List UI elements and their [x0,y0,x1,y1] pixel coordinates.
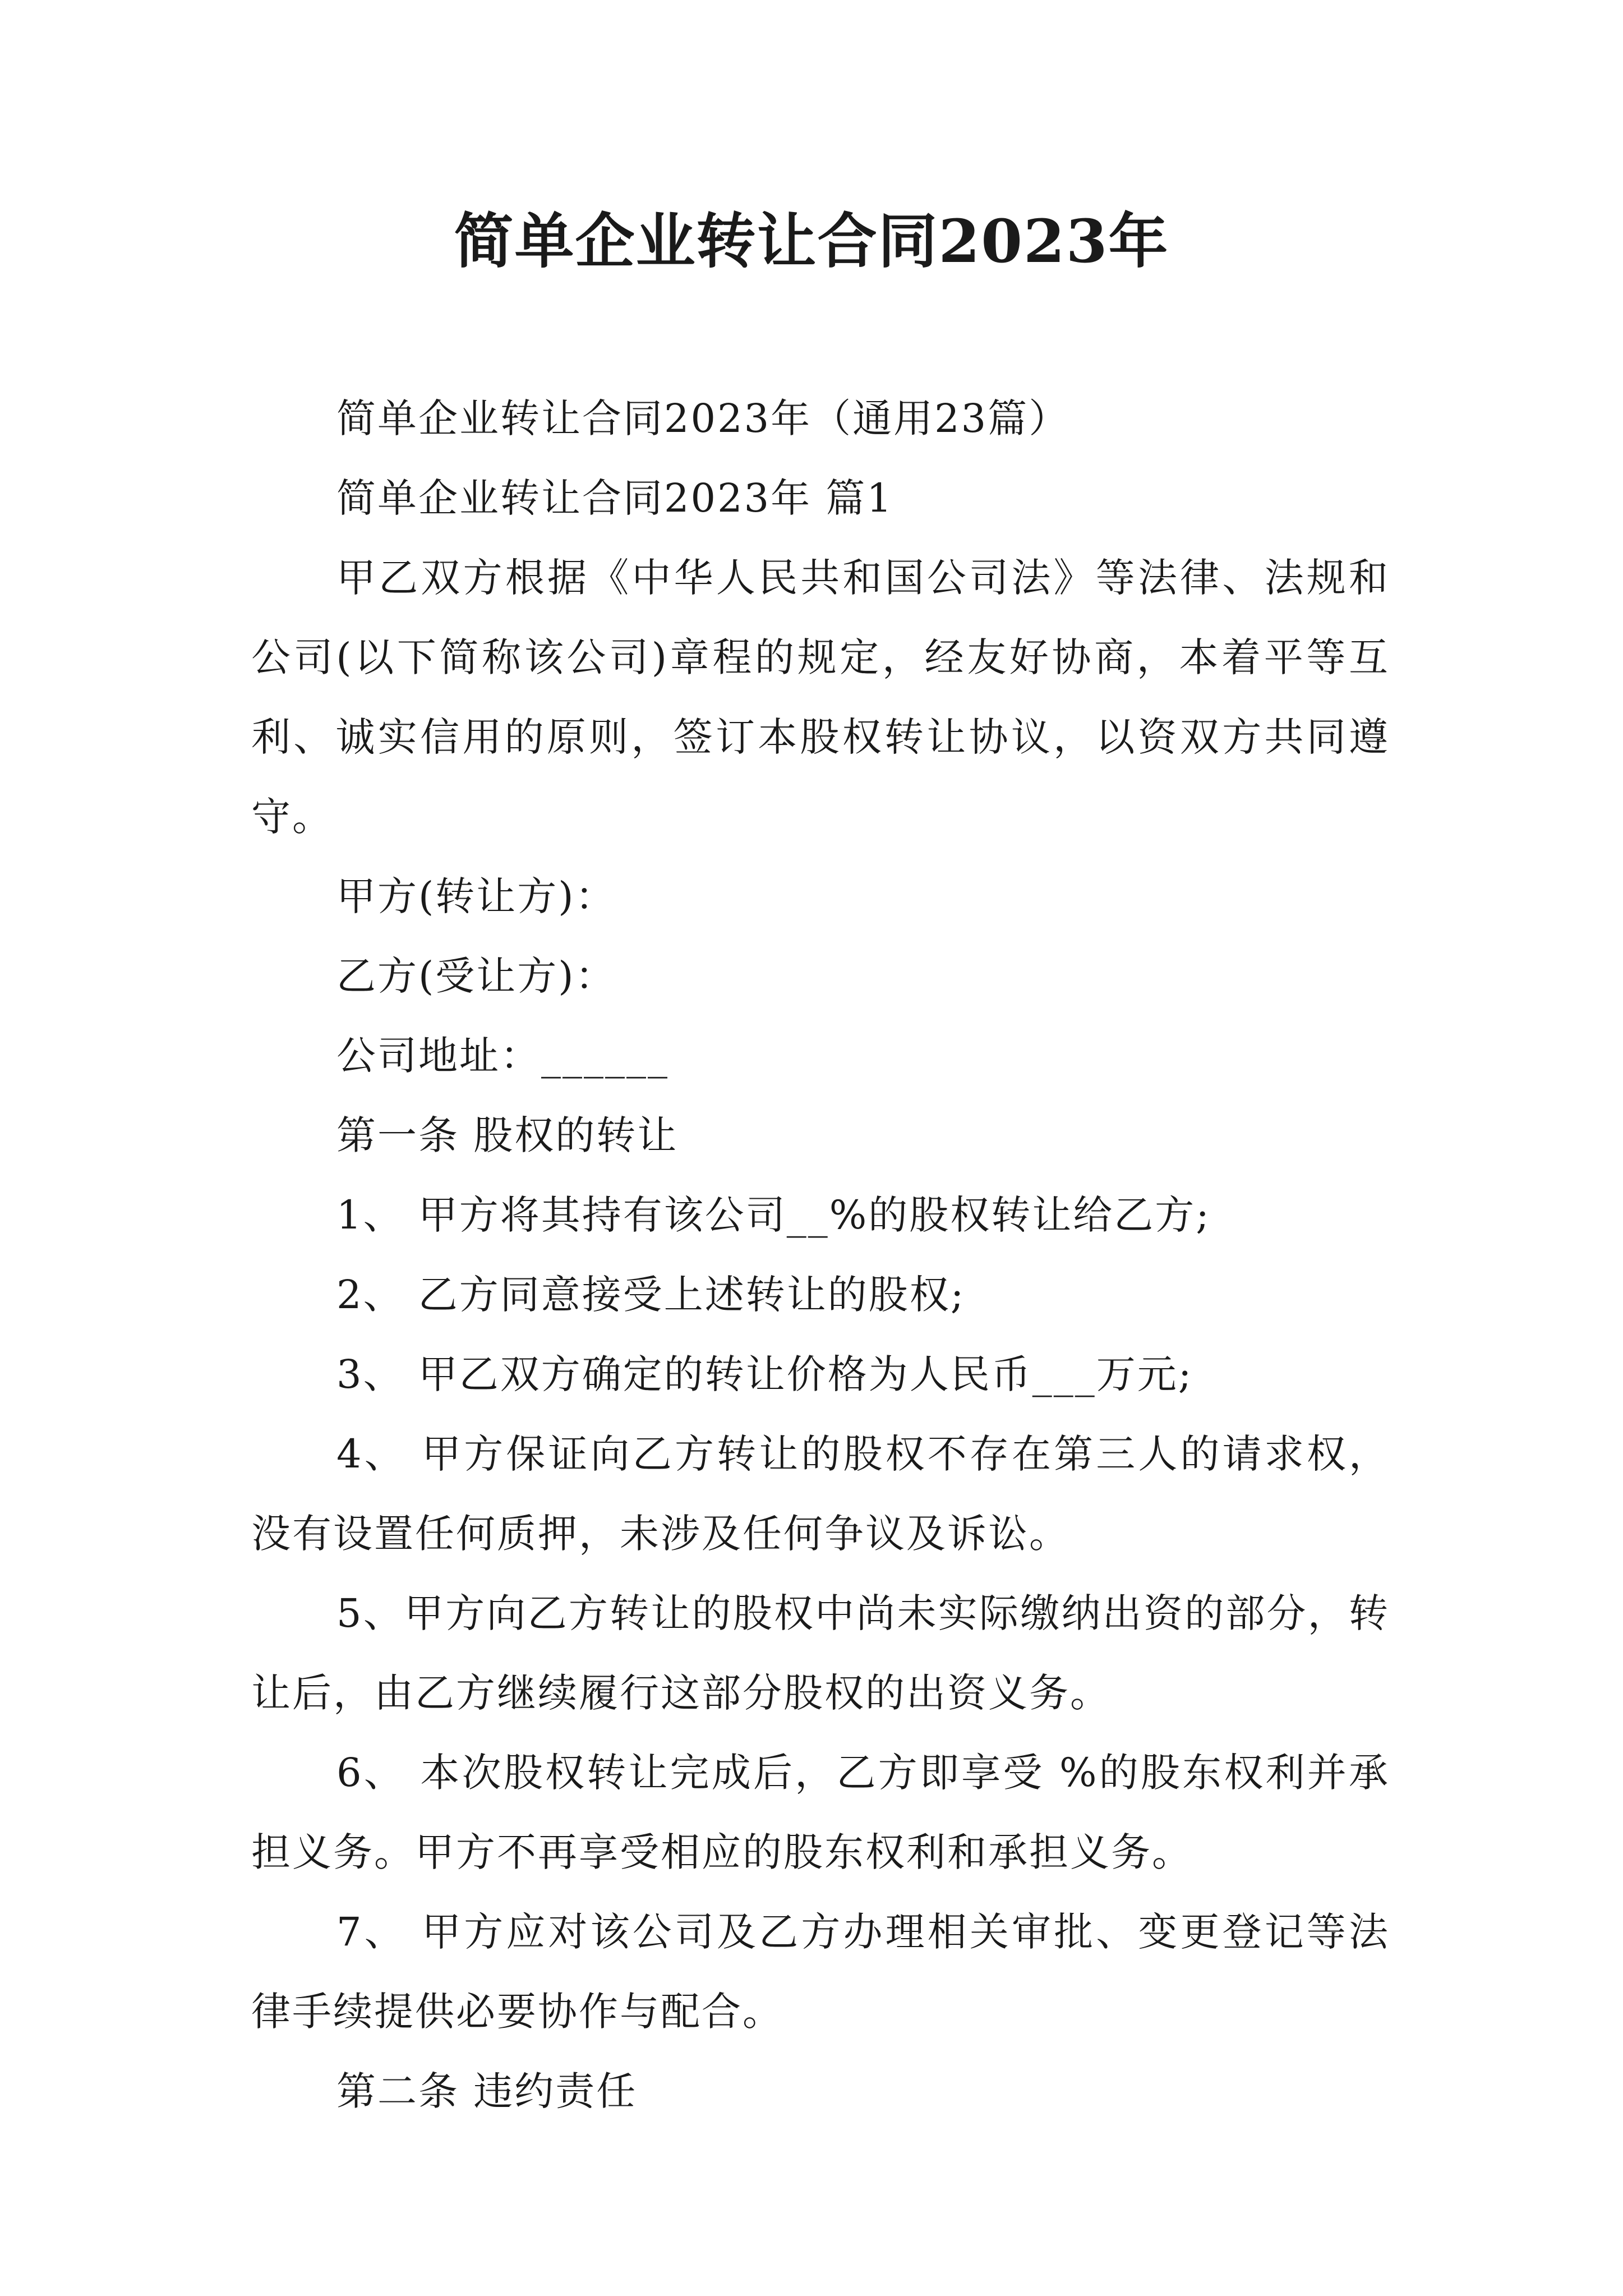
paragraph-article-1-heading: 第一条 股权的转让 [336,1112,679,1158]
paragraph-party-b: 乙方(受让方)： [336,953,616,999]
paragraph-clause-3: 3、 甲乙双方确定的转让价格为人民币___万元; [336,1351,1193,1397]
paragraph-party-a: 甲方(转让方)： [336,873,616,919]
paragraph-clause-2: 2、 乙方同意接受上述转让的股权; [336,1272,966,1318]
paragraph-clause-6: 6、 本次股权转让完成后，乙方即享受 %的股东权利并承担义务。甲方不再享受相应的股东权利和承担义务。 [251,1750,1390,1875]
paragraph-clause-1: 1、 甲方将其持有该公司__%的股权转让给乙方; [336,1192,1211,1238]
paragraph-clause-7: 7、 甲方应对该公司及乙方办理相关审批、变更登记等法律手续提供必要协作与配合。 [251,1909,1390,2035]
paragraph-company-address: 公司地址：______ [336,1033,669,1079]
document-body [251,379,1390,2131]
paragraph-article-2-heading: 第二条 违约责任 [336,2068,638,2114]
paragraph-preamble: 甲乙双方根据《中华人民共和国公司法》等法律、法规和 公司(以下简称该公司)章程的规定，经友好协商，本着平等互利、诚实信用的原则，签订本股权转让协议，以资双方共同遵守。 [251,555,1390,840]
paragraph-clause-5: 5、甲方向乙方转让的股权中尚未实际缴纳出资的部分，转让后，由乙方继续履行这部分股权的出资义务。 [251,1590,1390,1716]
document-title: 简单企业转让合同2023年 [454,206,1169,276]
paragraph-subtitle: 简单企业转让合同2023年（通用23篇） [336,395,1070,441]
paragraph-clause-4: 4、 甲方保证向乙方转让的股权不存在第三人的请求权，没有设置任何质押，未涉及任何争议及诉讼。 [251,1431,1390,1557]
paragraph-section-heading: 简单企业转让合同2023年 篇1 [336,475,893,521]
